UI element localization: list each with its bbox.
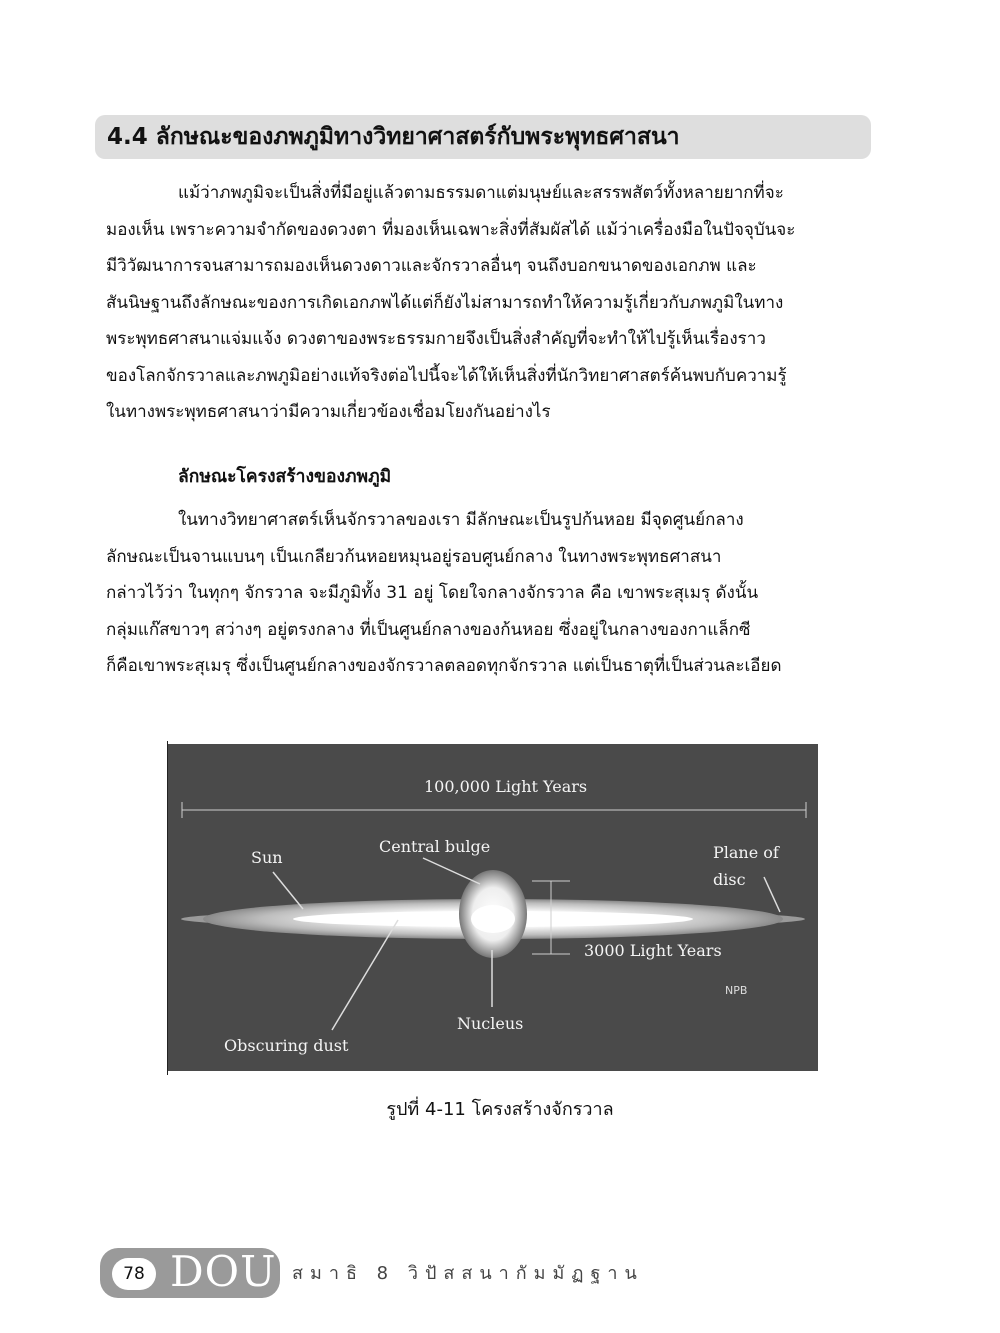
credit-label: NPB	[725, 984, 748, 997]
plane-label-line1: Plane of	[713, 843, 779, 862]
sun-pointer	[273, 872, 303, 909]
width-label: 100,000 Light Years	[424, 777, 588, 796]
text-line: ในทางวิทยาศาสตร์เห็นจักรวาลของเรา มีลักษณะเป็นรูปก้นหอย มีจุดศูนย์กลาง	[178, 510, 744, 530]
plane-label-line2: disc	[713, 870, 746, 889]
figure-caption: รูปที่ 4-11 โครงสร้างจักรวาล	[386, 1099, 614, 1120]
nucleus	[471, 905, 515, 933]
paragraph-intro	[106, 175, 884, 431]
book-title: สมาธิ 8 วิปัสสนากัมมัฏฐาน	[292, 1263, 644, 1284]
section-heading	[95, 115, 871, 159]
height-label: 3000 Light Years	[584, 941, 722, 960]
text-line: แม้ว่าภพภูมิจะเป็นสิ่งที่มีอยู่แล้วตามธรรมดาแต่มนุษย์และสรรพสัตว์ทั้งหลายยากที่จะ	[178, 183, 784, 203]
text-line: ก็คือเขาพระสุเมรุ ซึ่งเป็นศูนย์กลางของจักรวาลตลอดทุกจักรวาล แต่เป็นธาตุที่เป็นส่วนละเอียด	[106, 656, 782, 676]
text-line: มีวิวัฒนาการจนสามารถมองเห็นดวงดาวและจักรวาลอื่นๆ จนถึงบอกขนาดของเอกภพ และ	[106, 256, 757, 276]
galaxy-figure	[168, 744, 818, 1071]
text-line: สันนิษฐานถึงลักษณะของการเกิดเอกภพได้แต่ก็ยังไม่สามารถทำให้ความรู้เกี่ยวกับภพภูมิในทาง	[106, 292, 784, 313]
plane-pointer	[764, 877, 780, 912]
text-line: มองเห็น เพราะความจำกัดของดวงตา ที่มองเห็นเฉพาะสิ่งที่สัมผัสได้ แม้ว่าเครื่องมือในปัจจุบันจะ	[106, 219, 796, 240]
page-number: 78	[112, 1258, 156, 1290]
subheading: ลักษณะโครงสร้างของภพภูมิ	[178, 467, 392, 487]
bulge-label: Central bulge	[379, 837, 491, 856]
dou-logo: DOU	[170, 1247, 277, 1296]
text-line: ของโลกจักรวาลและภพภูมิอย่างแท้จริงต่อไปนี้จะได้ให้เห็นสิ่งที่นักวิทยาศาสตร์ค้นพบกับความรู้	[106, 365, 787, 386]
dust-label: Obscuring dust	[224, 1036, 349, 1055]
text-line: ในทางพระพุทธศาสนาว่ามีความเกี่ยวข้องเชื่อมโยงกันอย่างไร	[106, 402, 551, 422]
sun-label: Sun	[251, 848, 283, 867]
section-title: 4.4 ลักษณะของภพภูมิทางวิทยาศาสตร์กับพระพุทธศาสนา	[107, 124, 680, 150]
nucleus-label: Nucleus	[457, 1014, 524, 1033]
paragraph-structure	[106, 502, 884, 685]
text-line: กล่าวไว้ว่า ในทุกๆ จักรวาล จะมีภูมิทั้ง 31 อยู่ โดยใจกลางจักรวาล คือ เขาพระสุเมรุ ดังนั้น	[106, 583, 759, 603]
bulge-pointer	[423, 858, 480, 884]
text-line: กลุ่มแก๊สขาวๆ สว่างๆ อยู่ตรงกลาง ที่เป็นศูนย์กลางของก้นหอย ซึ่งอยู่ในกลางของกาแล็กซี	[106, 619, 751, 640]
text-line: ลักษณะเป็นจานแบนๆ เป็นเกลียวก้นหอยหมุนอยู่รอบศูนย์กลาง ในทางพระพุทธศาสนา	[106, 546, 722, 567]
text-line: พระพุทธศาสนาแจ่มแจ้ง ดวงตาของพระธรรมกายจึงเป็นสิ่งสำคัญที่จะทำให้ไปรู้เห็นเรื่องราว	[106, 329, 766, 349]
